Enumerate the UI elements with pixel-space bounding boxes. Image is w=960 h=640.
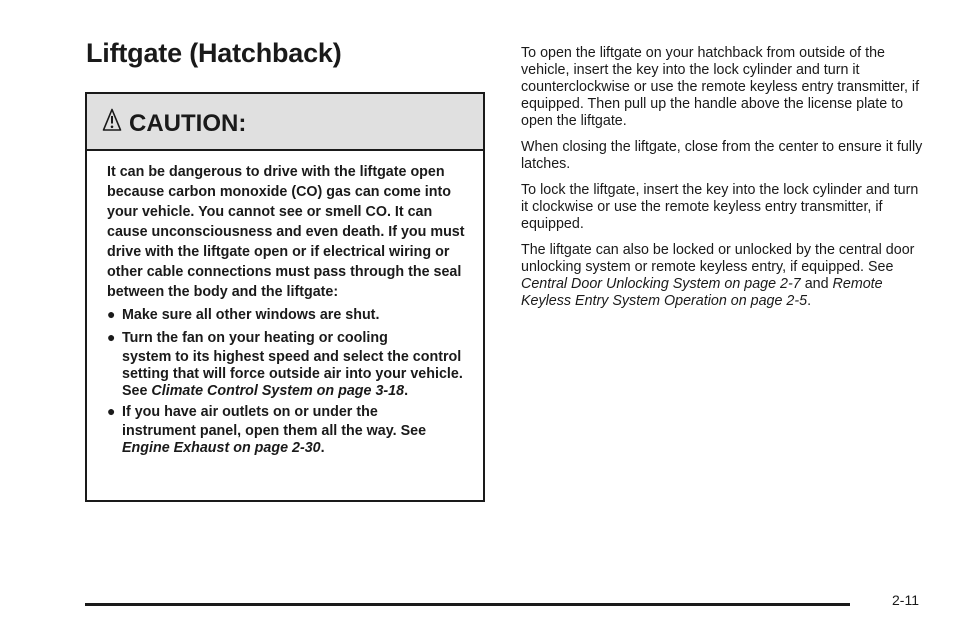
bullet-icon: ● [107,403,116,419]
see-label: See [400,423,427,439]
caution-bullet-list [107,305,467,457]
bullet-text: instrument panel, open them all the way. [122,423,401,439]
cross-reference-link[interactable]: Engine Exhaust on page 2-30 [122,440,321,456]
caution-box [85,92,485,502]
sentence-end: . [404,383,409,399]
cross-reference-link[interactable]: Climate Control System on page 3-18 [151,383,405,399]
caution-bullet [107,402,467,457]
paragraph-lock-liftgate: To lock the liftgate, insert the key into the lock cylinder and turn it clockwise or use the remote keyless entry transmitter, if equipped. [521,182,919,232]
caution-triangle-icon [102,108,122,132]
caution-body [107,162,467,457]
sentence-end: . [807,293,812,309]
sentence-end: . [320,440,325,456]
bullet-continuation [122,423,467,457]
cross-reference-link[interactable]: Central Door Unlocking System on page 2-7 [521,276,801,292]
bullet-text: Make sure all other windows are shut. [122,307,380,323]
cross-reference-link[interactable]: Remote Keyless Entry System Operation on page 2-5 [521,276,883,309]
bullet-text: system to its highest speed and select the control setting that will force outside air into your vehicle. [122,349,463,382]
paragraph-close-liftgate: When closing the liftgate, close from the center to ensure it fully latches. [521,139,923,172]
paragraph-text: The liftgate can also be locked or unlocked by the central door unlocking system or remote keyless entry, if equipped. See [521,242,915,275]
paragraph-central-locking [521,242,926,310]
bullet-text: If you have air outlets on or under the [122,404,378,420]
paragraph-text: and [800,276,833,292]
bullet-icon: ● [107,306,116,322]
bullet-continuation [122,349,467,400]
footer-rule [85,603,850,606]
caution-bullet [107,328,467,400]
caution-heading: CAUTION: [129,110,247,137]
body-text-column [521,45,926,319]
caution-header [87,94,483,151]
paragraph-open-liftgate: To open the liftgate on your hatchback from outside of the vehicle, insert the key into the lock cylinder and turn it counterclockwise or use the remote keyless entry transmitter, if equipped. Then pull up the handle above the license plate to open the liftgate. [521,45,920,129]
page-title: Liftgate (Hatchback) [86,38,342,68]
caution-bullet [107,305,467,326]
bullet-icon: ● [107,329,116,345]
page-number: 2-11 [892,592,919,608]
caution-intro: It can be dangerous to drive with the liftgate open because carbon monoxide (CO) gas can come into your vehicle. You cannot see or smell CO. It can cause unconsciousness and even death. If you must drive with the liftgate open or if electrical wiring or other cable connections must pass through the seal between the body and the liftgate: [107,164,465,300]
bullet-text: Turn the fan on your heating or cooling [122,330,388,346]
see-label: See [122,383,152,399]
